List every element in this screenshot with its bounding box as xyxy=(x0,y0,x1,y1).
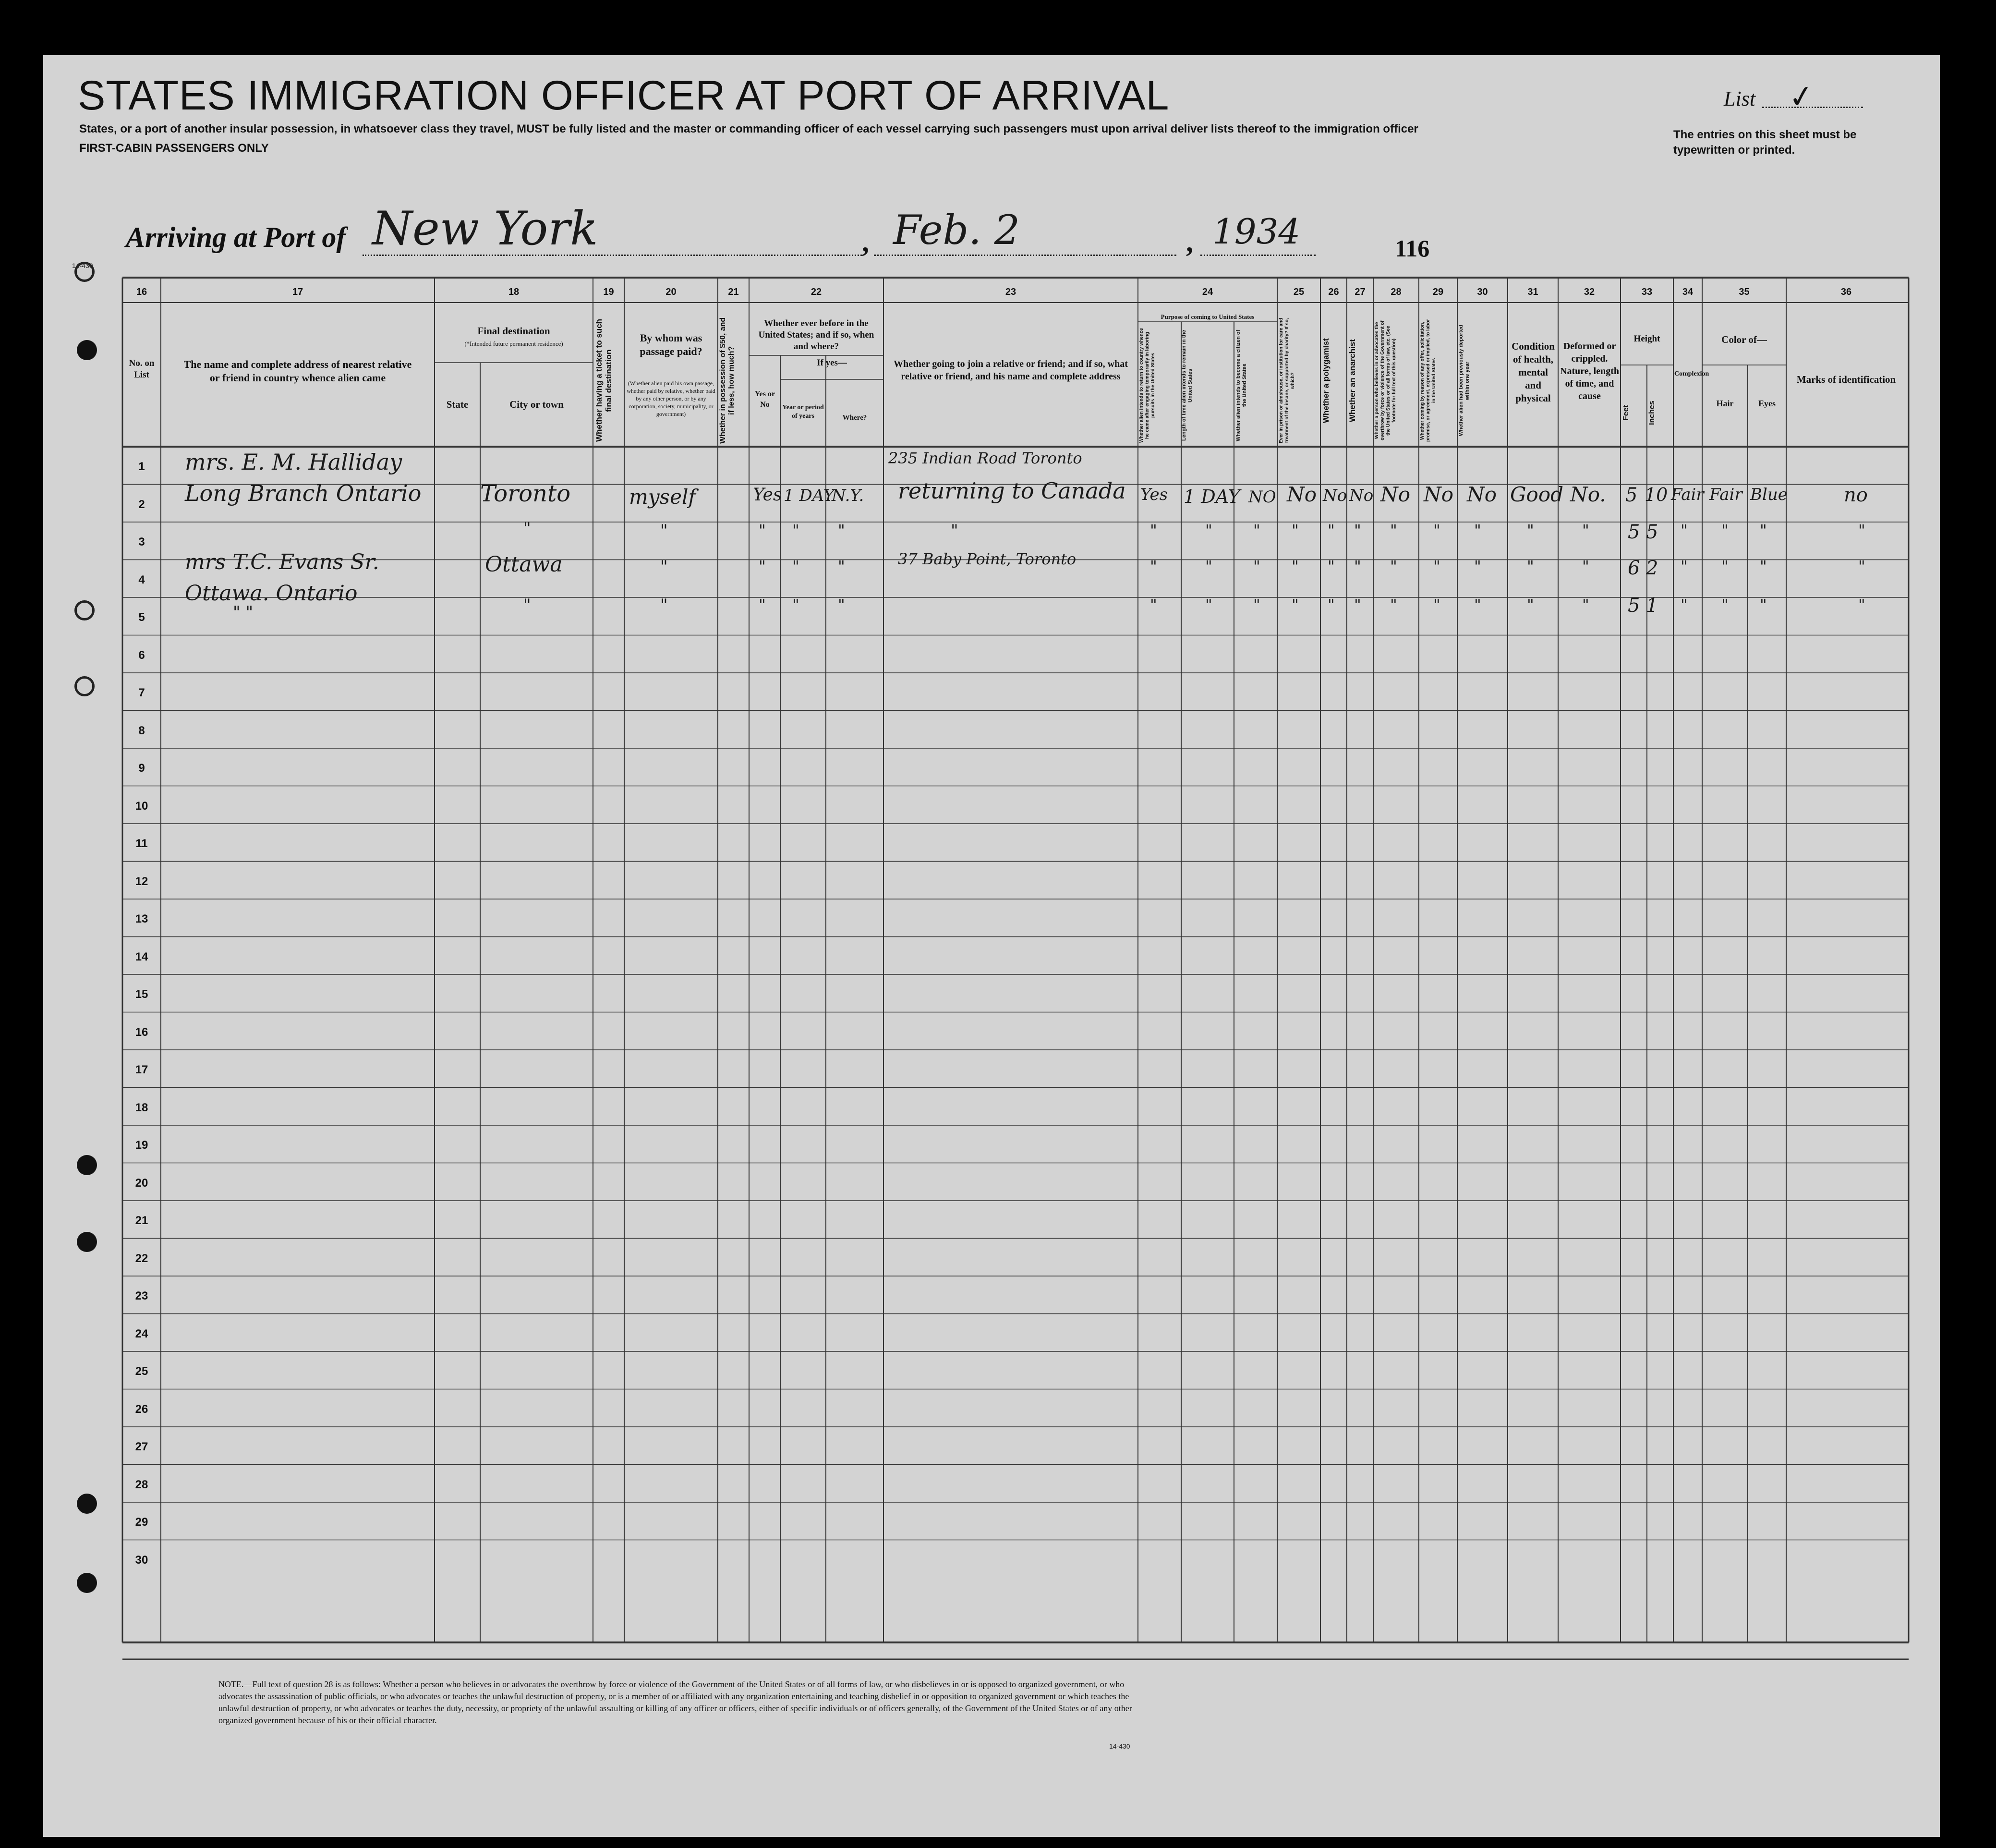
row1-anarchist: No xyxy=(1349,486,1374,505)
ditto-mark: " xyxy=(1328,596,1335,614)
row1-polygamist: No xyxy=(1323,486,1347,505)
row-number: 20 xyxy=(135,1176,148,1190)
header-color-of: Color of— xyxy=(1721,334,1767,345)
ditto-mark: " xyxy=(1681,596,1688,614)
header-purpose-citizen: Whether alien intends to become a citizen of the United States xyxy=(1235,329,1247,441)
row1-marks: no xyxy=(1844,484,1868,506)
row-number: 22 xyxy=(135,1252,148,1265)
row1-complexion: Fair xyxy=(1671,485,1704,504)
row1-inches: 10 xyxy=(1645,484,1668,505)
ditto-mark: " xyxy=(1681,521,1688,539)
row-number: 19 xyxy=(135,1139,148,1152)
header-purpose-return: Whether alien intends to return to country whence he came after engaging temporarily in laboring pursuits in the United States xyxy=(1139,328,1156,443)
footnote: NOTE.—Full text of question 28 is as follows: Whether a person who believes in or advocates the overthrow by force or violence of the Government of the United States or of all forms of law, or who disbelieves in or is opposed to organized government, or who advocates the assassination of public officials, or who advocates or teaches the unlawful destruction of property, or is a member of or affiliated with any organization entertaining and teaching disbelief in or opposition to organized government or which teaches the unlawful destruction of property, or who advocates or teaches the duty, necessity, or propriety of the unlawful assaulting or killing of any officer or officers, either of specific individuals or of officers generally, of the Government of the United States or of any other organized government because of his or their official character. xyxy=(218,1679,1132,1725)
row1-relative-place: Long Branch Ontario xyxy=(185,480,422,506)
ditto-mark: " xyxy=(1582,596,1589,614)
row4-city: " xyxy=(523,596,531,615)
row3-passage: " xyxy=(660,557,668,576)
ditto-mark: " xyxy=(1527,521,1534,539)
row4-feet: 5 xyxy=(1628,595,1640,617)
row-number: 21 xyxy=(135,1214,148,1227)
column-number: 27 xyxy=(1355,287,1366,297)
header-purpose-length: Length of time alien intends to remain in the United States xyxy=(1181,329,1193,441)
row-number: 3 xyxy=(138,535,145,548)
row-number: 16 xyxy=(135,1025,148,1039)
column-number: 34 xyxy=(1682,287,1694,297)
column-number: 16 xyxy=(136,287,147,297)
header-marks: Marks of identification xyxy=(1796,374,1896,385)
header-q30: Whether alien had been previously deported within one year xyxy=(1458,325,1470,437)
ditto-mark: " xyxy=(1433,557,1440,575)
instructions: The entries on this sheet must be typewritten or printed. xyxy=(1673,128,1857,157)
row-number: 23 xyxy=(135,1289,148,1302)
row1-city: Toronto xyxy=(480,480,571,507)
row1-join-address: 235 Indian Road Toronto xyxy=(888,449,1082,467)
separator: , xyxy=(1186,226,1193,258)
column-number: 31 xyxy=(1527,287,1538,297)
ditto-mark: " xyxy=(1474,557,1481,575)
row1-purpose-return: Yes xyxy=(1140,485,1168,504)
ditto-mark: " xyxy=(1433,521,1440,539)
row3-join-address: 37 Baby Point, Toronto xyxy=(898,550,1077,568)
checkmark-icon: ✓ xyxy=(1786,78,1817,116)
ditto-mark: " xyxy=(1681,557,1688,575)
row1-join: returning to Canada xyxy=(898,478,1126,504)
row-number: 27 xyxy=(135,1440,148,1453)
row2-city: " xyxy=(523,519,531,538)
ditto-mark: " xyxy=(1354,521,1361,539)
ditto-mark: " xyxy=(1527,557,1534,575)
page-title: STATES IMMIGRATION OFFICER AT PORT OF ARRIVAL xyxy=(78,73,1170,119)
row-number: 28 xyxy=(135,1478,148,1491)
ditto-mark: " xyxy=(1150,596,1157,614)
row1-deformed: No. xyxy=(1570,483,1606,506)
ditto-mark: " xyxy=(1390,596,1397,614)
column-number: 23 xyxy=(1005,287,1016,297)
row-number: 4 xyxy=(138,573,145,586)
ditto-mark: " xyxy=(1527,596,1534,614)
row-number: 17 xyxy=(135,1063,148,1076)
row2-join: " xyxy=(951,521,958,540)
column-number: 21 xyxy=(728,287,739,297)
page-number: 116 xyxy=(1395,235,1430,262)
header-state: State xyxy=(446,399,469,410)
column-number: 30 xyxy=(1477,287,1488,297)
header-complexion: Complexion xyxy=(1674,370,1709,377)
header-city: City or town xyxy=(509,399,564,410)
row1-period: 1 DAY xyxy=(784,486,835,505)
header-ever-before: Whether ever before in the United States; and if so, when and where? xyxy=(758,318,874,352)
ditto-mark: " xyxy=(1721,596,1729,614)
port-value: New York xyxy=(372,202,598,255)
column-number: 22 xyxy=(810,287,822,297)
ditto-mark: " xyxy=(1760,521,1767,539)
ditto-mark: " xyxy=(1328,521,1335,539)
header-feet: Feet xyxy=(1622,405,1630,421)
column-number: 29 xyxy=(1432,287,1444,297)
row2-inches: 5 xyxy=(1646,521,1658,543)
column-number: 20 xyxy=(665,287,677,297)
ditto-mark: " xyxy=(792,596,799,614)
row3-feet: 6 xyxy=(1628,557,1640,579)
row-number: 11 xyxy=(135,837,148,850)
header-year-period: Year or period of years xyxy=(782,404,824,420)
header-ticket: Whether having a ticket to such final destination xyxy=(594,319,613,442)
list-label: List xyxy=(1724,87,1756,110)
column-number: 18 xyxy=(508,287,520,297)
row-number: 9 xyxy=(138,762,145,775)
date-value: Feb. 2 xyxy=(893,207,1020,254)
row1-q29: No xyxy=(1424,483,1454,506)
form-code: 14-430 xyxy=(72,262,93,269)
row-number: 8 xyxy=(138,724,145,737)
row4-inches: 1 xyxy=(1646,595,1658,617)
row1-q30: No xyxy=(1467,483,1497,506)
row3-inches: 2 xyxy=(1646,557,1658,579)
row1-purpose-citizen: NO xyxy=(1248,487,1276,507)
ditto-mark: " xyxy=(792,521,799,539)
ditto-mark: " xyxy=(1721,557,1729,575)
header-yes-no: Yes or No xyxy=(754,390,775,409)
ditto-mark: " xyxy=(1354,557,1361,575)
row-number: 18 xyxy=(135,1101,148,1114)
header-passage-note: (Whether alien paid his own passage, whether paid by relative, whether paid by any other person, or by any corporation, society, municipality, or government) xyxy=(627,380,715,417)
column-number: 17 xyxy=(292,287,303,297)
ditto-mark: " xyxy=(1328,557,1335,575)
row-number: 24 xyxy=(135,1327,148,1340)
header-money: Whether in possession of $50, and if less, how much? xyxy=(719,317,736,444)
column-number: 26 xyxy=(1328,287,1339,297)
column-number: 25 xyxy=(1293,287,1305,297)
row-number: 2 xyxy=(138,498,145,511)
ditto-mark: " xyxy=(1253,596,1260,614)
ditto-mark: " xyxy=(1582,521,1589,539)
intro-line: States, or a port of another insular possession, in whatsoever class they travel, MUST be fully listed and the master or commanding officer of each vessel carrying such passengers must upon arrival deliver lists thereof to the immigration officer xyxy=(79,122,1418,135)
row1-health: Good xyxy=(1510,483,1564,506)
header-hair: Hair xyxy=(1716,399,1734,408)
header-final-destination: Final destination xyxy=(477,325,550,337)
row-number: 5 xyxy=(138,611,145,624)
ditto-mark: " xyxy=(838,521,845,539)
column-number: 19 xyxy=(603,287,614,297)
row-number: 6 xyxy=(138,648,145,662)
ditto-mark: " xyxy=(1354,596,1361,614)
row1-eyes: Blue xyxy=(1750,485,1788,504)
header-q28: Whether a person who believes in or advocates the overthrow by force or violence of the Government of the United States or of all forms of law, etc. (See footnote for full text of this question) xyxy=(1374,320,1397,441)
ditto-mark: " xyxy=(1390,521,1397,539)
header-passage-paid: By whom was passage paid? xyxy=(640,332,702,357)
row1-where: N.Y. xyxy=(832,486,864,505)
ditto-mark: " xyxy=(1390,557,1397,575)
ditto-mark: " xyxy=(1582,557,1589,575)
row1-ever-before: Yes xyxy=(753,485,782,505)
header-purpose: Purpose of coming to United States xyxy=(1161,313,1255,320)
row-number: 30 xyxy=(135,1553,148,1567)
ditto-mark: " xyxy=(1205,521,1212,539)
separator: , xyxy=(862,226,869,258)
column-number: 33 xyxy=(1641,287,1653,297)
row3-city: Ottawa xyxy=(485,552,563,577)
header-no-on-list: No. on List xyxy=(129,358,155,380)
ditto-mark: " xyxy=(1253,521,1260,539)
header-q29: Whether coming by reason of any offer, solicitation, promise, or agreement, expressed or implied, to labor in the United States xyxy=(1420,319,1437,442)
row3-relative-name: mrs T.C. Evans Sr. xyxy=(185,550,379,574)
column-number: 36 xyxy=(1840,287,1852,297)
ditto-mark: " xyxy=(1150,521,1157,539)
row4-passage: " xyxy=(660,596,668,615)
header-polygamist: Whether a polygamist xyxy=(1321,338,1331,423)
ditto-mark: " xyxy=(1474,596,1481,614)
ditto-mark: " xyxy=(1858,596,1865,614)
ditto-mark: " xyxy=(759,521,766,539)
row-number: 1 xyxy=(138,460,145,473)
ditto-mark: " xyxy=(1433,596,1440,614)
ditto-mark: " xyxy=(792,557,799,575)
year-value: 1934 xyxy=(1212,211,1301,252)
row-number: 7 xyxy=(138,686,145,699)
ditto-mark: " xyxy=(1253,557,1260,575)
column-number: 28 xyxy=(1391,287,1402,297)
ditto-mark: " xyxy=(1292,521,1299,539)
row1-q28: No xyxy=(1380,483,1411,506)
header-join-relative: Whether going to join a relative or friend; and if so, what relative or friend, and his name and complete address xyxy=(894,359,1128,382)
row-number: 12 xyxy=(135,875,148,888)
ditto-mark: " xyxy=(1205,557,1212,575)
row1-feet: 5 xyxy=(1625,484,1638,506)
row-number: 13 xyxy=(135,912,148,925)
ditto-mark: " xyxy=(1150,557,1157,575)
header-inches: Inches xyxy=(1648,401,1656,426)
ditto-mark: " xyxy=(1205,596,1212,614)
row1-passage: myself xyxy=(629,485,696,509)
ditto-mark: " xyxy=(1858,557,1865,575)
ditto-mark: " xyxy=(759,596,766,614)
ditto-mark: " xyxy=(838,596,845,614)
ditto-mark: " xyxy=(838,557,845,575)
header-deformed: Deformed or crippled. Nature, length of time, and cause xyxy=(1560,341,1619,401)
header-eyes: Eyes xyxy=(1758,399,1776,408)
ditto-mark: " xyxy=(1721,521,1729,539)
header-prison: Ever in prison or almshouse, or institution for care and treatment of the insane, or supported by charity? If so, which? xyxy=(1279,317,1295,444)
row2-passage: " xyxy=(660,521,668,540)
header-anarchist: Whether an anarchist xyxy=(1348,339,1357,422)
row-number: 10 xyxy=(135,799,148,813)
row2-feet: 5 xyxy=(1628,521,1640,543)
row-number: 14 xyxy=(135,950,148,963)
header-where: Where? xyxy=(842,414,867,422)
row-number: 15 xyxy=(135,988,148,1001)
class-line: FIRST-CABIN PASSENGERS ONLY xyxy=(79,142,269,155)
row-number: 26 xyxy=(135,1402,148,1416)
header-nearest-relative: The name and complete address of nearest relative or friend in country whence alien came xyxy=(183,358,412,384)
ditto-mark: " xyxy=(759,557,766,575)
ditto-mark: " xyxy=(1474,521,1481,539)
row4-relative: " " xyxy=(233,603,254,622)
column-number: 32 xyxy=(1584,287,1595,297)
header-if-yes: If yes— xyxy=(817,358,847,368)
header-final-destination-note: (*Intended future permanent residence) xyxy=(464,340,563,347)
ditto-mark: " xyxy=(1292,596,1299,614)
arriving-label: Arriving at Port of xyxy=(126,221,346,253)
column-number: 24 xyxy=(1202,287,1213,297)
ditto-mark: " xyxy=(1760,596,1767,614)
row3-relative-place: Ottawa. Ontario xyxy=(185,581,358,606)
row1-purpose-length: 1 DAY xyxy=(1184,486,1240,507)
row1-relative-name: mrs. E. M. Halliday xyxy=(185,449,402,475)
column-number: 35 xyxy=(1739,287,1750,297)
row-number: 29 xyxy=(135,1516,148,1529)
header-height: Height xyxy=(1633,334,1660,344)
ditto-mark: " xyxy=(1292,557,1299,575)
row-number: 25 xyxy=(135,1365,148,1378)
ditto-mark: " xyxy=(1760,557,1767,575)
form-code-bottom: 14-430 xyxy=(1109,1742,1130,1750)
row1-prison: No xyxy=(1287,483,1317,506)
header-health: Condition of health, mental and physical xyxy=(1512,340,1555,404)
ditto-mark: " xyxy=(1858,521,1865,539)
row1-hair: Fair xyxy=(1709,485,1742,504)
